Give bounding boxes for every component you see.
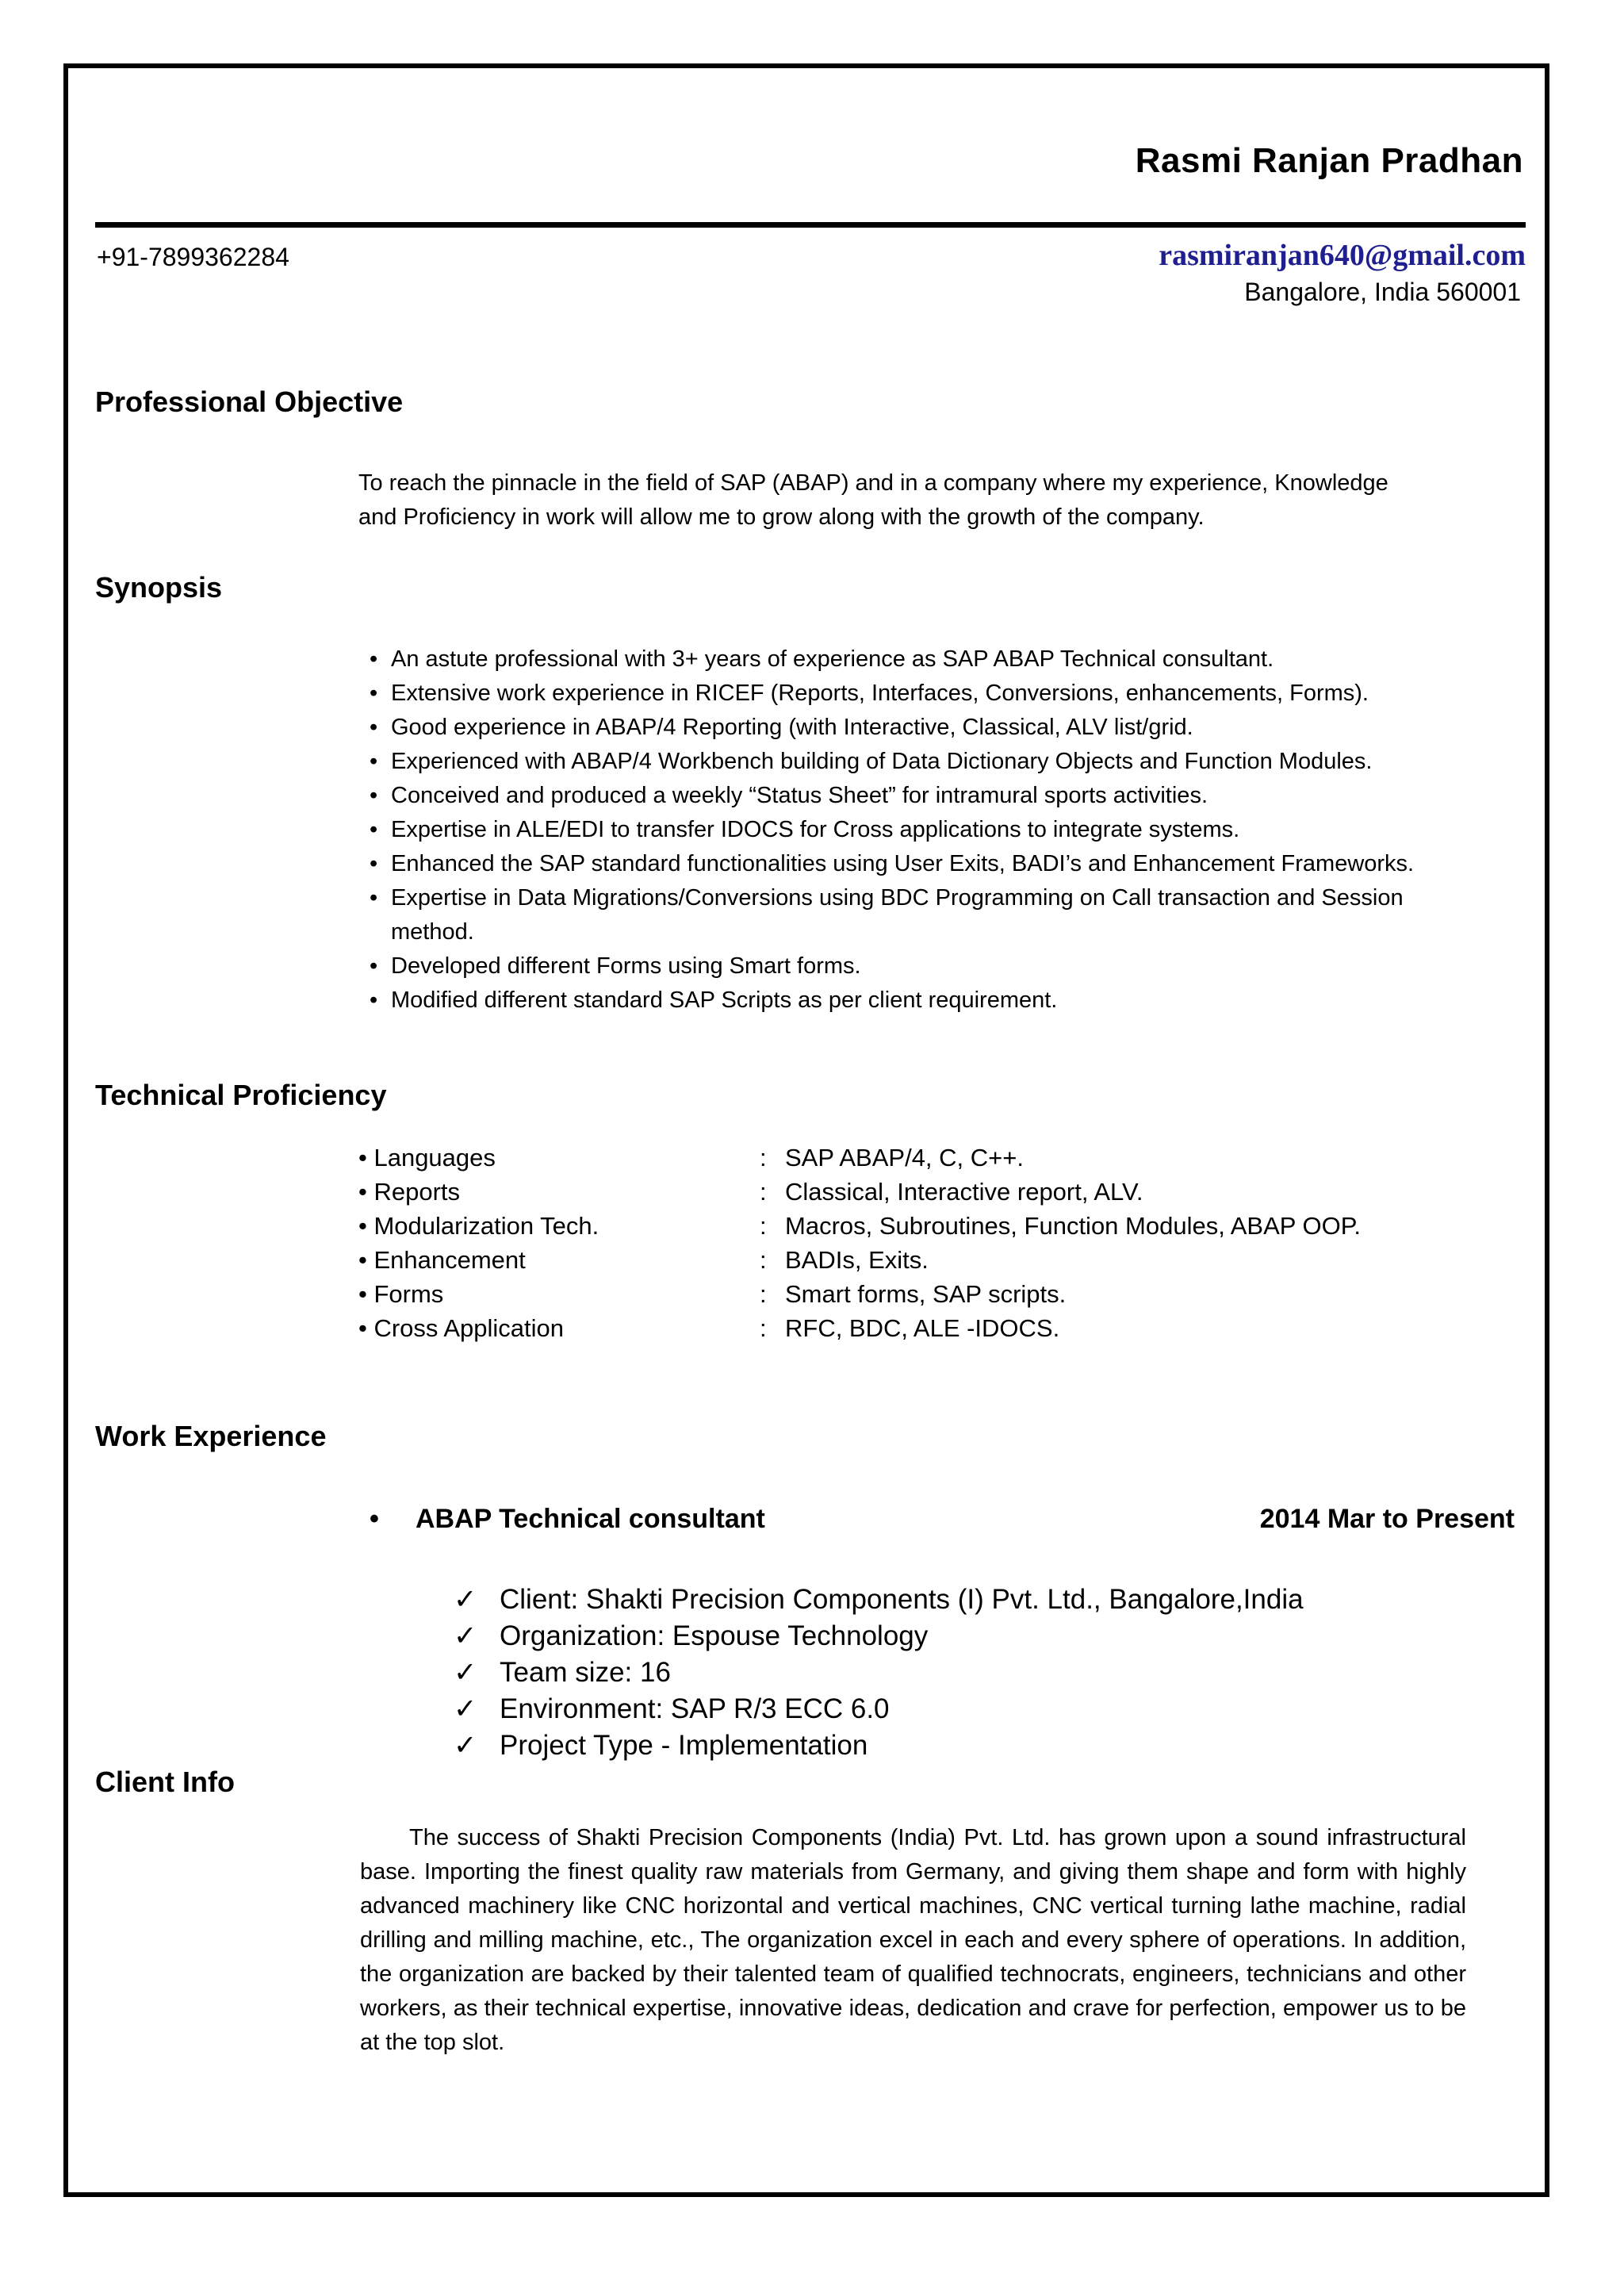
colon-separator: : — [760, 1178, 767, 1206]
synopsis-item: • An astute professional with 3+ years of experience as SAP ABAP Technical consultant. — [370, 642, 1414, 677]
technical-row: • Languages : SAP ABAP/4, C, C++. — [358, 1141, 1389, 1175]
synopsis-item: • Conceived and produced a weekly “Status Sheet” for intramural sports activities. — [370, 779, 1414, 813]
technical-value: SAP ABAP/4, C, C++. — [785, 1144, 1024, 1171]
technical-value: RFC, BDC, ALE -IDOCS. — [785, 1314, 1060, 1342]
technical-value: Classical, Interactive report, ALV. — [785, 1178, 1143, 1206]
synopsis-item: • Good experience in ABAP/4 Reporting (with Interactive, Classical, ALV list/grid. — [370, 711, 1414, 745]
technical-label: Modularization Tech. — [373, 1212, 599, 1240]
job-period: 2014 Mar to Present — [1259, 1504, 1515, 1534]
objective-line: To reach the pinnacle in the field of SAP (ABAP) and in a company where my experience, Knowledge — [358, 470, 1388, 496]
objective-text — [358, 466, 1388, 535]
synopsis-item: • Expertise in Data Migrations/Conversions using BDC Programming on Call transaction and Session — [370, 881, 1414, 915]
checkmark-icon: ✓ — [454, 1657, 477, 1688]
job-detail-item: ✓ Team size: 16 — [454, 1655, 1304, 1691]
synopsis-item: • Expertise in ALE/EDI to transfer IDOCS for Cross applications to integrate systems. — [370, 813, 1414, 847]
technical-row: • Enhancement : BADIs, Exits. — [358, 1243, 1389, 1277]
colon-separator: : — [760, 1314, 767, 1342]
objective-heading: Professional Objective — [95, 385, 404, 418]
technical-label: Languages — [373, 1144, 496, 1171]
technical-value: BADIs, Exits. — [785, 1246, 929, 1274]
job-detail-item: ✓ Organization: Espouse Technology — [454, 1618, 1304, 1655]
colon-separator: : — [760, 1212, 767, 1240]
technical-label: Cross Application — [373, 1314, 564, 1342]
job-detail-item: ✓ Project Type - Implementation — [454, 1727, 1304, 1764]
technical-label: Forms — [373, 1280, 444, 1308]
technical-row: • Cross Application : RFC, BDC, ALE -IDOCS. — [358, 1311, 1389, 1345]
colon-separator: : — [760, 1246, 767, 1274]
colon-separator: : — [760, 1280, 767, 1308]
checkmark-icon: ✓ — [454, 1620, 477, 1651]
synopsis-item: • Experienced with ABAP/4 Workbench building of Data Dictionary Objects and Function Modules. — [370, 745, 1414, 779]
checkmark-icon: ✓ — [454, 1693, 477, 1724]
technical-value: Macros, Subroutines, Function Modules, ABAP OOP. — [785, 1212, 1362, 1240]
email-link[interactable]: rasmiranjan640@gmail.com — [1159, 239, 1526, 272]
job-detail-item: ✓ Client: Shakti Precision Components (I) Pvt. Ltd., Bangalore,India — [454, 1582, 1304, 1618]
address: Bangalore, India 560001 — [1244, 278, 1521, 306]
synopsis-list — [370, 642, 1414, 1018]
technical-row: • Reports : Classical, Interactive report, ALV. — [358, 1175, 1389, 1209]
technical-list — [358, 1141, 1389, 1345]
job-role: ABAP Technical consultant — [416, 1504, 765, 1534]
checkmark-icon: ✓ — [454, 1584, 477, 1615]
synopsis-heading: Synopsis — [95, 571, 223, 604]
phone-number: +91-7899362284 — [97, 243, 289, 271]
header-divider — [95, 222, 1526, 228]
synopsis-item-continuation: method. — [391, 919, 474, 945]
colon-separator: : — [760, 1144, 767, 1171]
work-heading: Work Experience — [95, 1420, 327, 1452]
technical-row: • Modularization Tech. : Macros, Subroutines, Function Modules, ABAP OOP. — [358, 1209, 1389, 1243]
client-info-text: The success of Shakti Precision Components (India) Pvt. Ltd. has grown upon a sound infrastructural base. Importing the finest quality raw materials from Germany, and giving them shape and form with highly advanced machinery like CNC horizontal and vertical machines, CNC vertical turning lathe machine, radial drilling and milling machine, etc., The organization excel in each and every sphere of operations. In addition, the organization are backed by their talented team of qualified technocrats, engineers, technicians and other workers, as their technical expertise, innovative ideas, dedication and crave for perfection, empower us to be at the top slot. — [360, 1825, 1466, 2055]
job-detail-item: ✓ Environment: SAP R/3 ECC 6.0 — [454, 1691, 1304, 1727]
technical-row: • Forms : Smart forms, SAP scripts. — [358, 1277, 1389, 1311]
synopsis-item: • Extensive work experience in RICEF (Reports, Interfaces, Conversions, enhancements, Forms). — [370, 677, 1414, 711]
candidate-name: Rasmi Ranjan Pradhan — [1135, 141, 1523, 180]
technical-heading: Technical Proficiency — [95, 1079, 387, 1111]
job-details — [454, 1582, 1304, 1764]
technical-value: Smart forms, SAP scripts. — [785, 1280, 1067, 1308]
synopsis-item: • Modified different standard SAP Scripts as per client requirement. — [370, 984, 1414, 1018]
synopsis-item: • Enhanced the SAP standard functionalities using User Exits, BADI’s and Enhancement Frameworks. — [370, 847, 1414, 881]
objective-line: and Proficiency in work will allow me to grow along with the growth of the company. — [358, 504, 1205, 530]
technical-label: Reports — [373, 1178, 461, 1206]
client-heading: Client Info — [95, 1766, 235, 1798]
checkmark-icon: ✓ — [454, 1730, 477, 1761]
technical-label: Enhancement — [373, 1246, 526, 1274]
bullet-icon: • — [370, 1504, 379, 1534]
synopsis-item: • Developed different Forms using Smart forms. — [370, 949, 1414, 984]
